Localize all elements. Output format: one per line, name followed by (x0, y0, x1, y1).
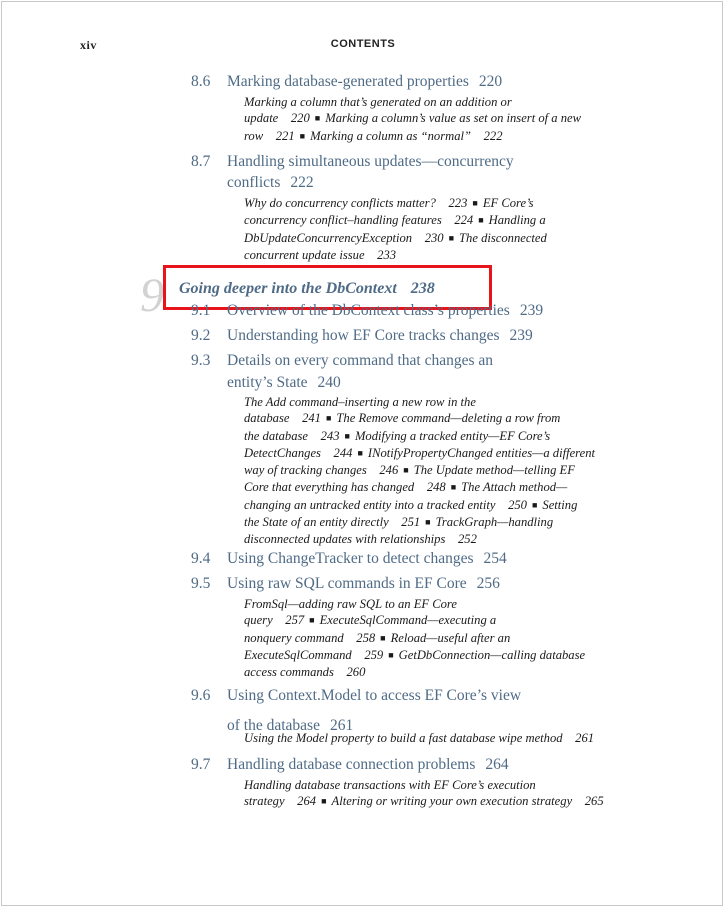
subsection-text[interactable]: database (244, 411, 290, 426)
subsection-line (244, 445, 604, 462)
subsection-page-number: 222 (471, 128, 503, 143)
subsection-text[interactable]: the State of an entity directly (244, 515, 389, 530)
subsection-text[interactable]: Setting (542, 497, 578, 512)
subsection-text[interactable]: The Remove command—deleting a row from (336, 411, 561, 426)
section-title[interactable] (227, 73, 502, 91)
subsection-text[interactable]: Why do concurrency conflicts matter? (244, 196, 436, 210)
bullet-separator: ■ (531, 499, 538, 510)
subsection-line (244, 230, 604, 247)
subsection-page-number: 248 (414, 480, 446, 495)
bullet-separator: ■ (344, 430, 350, 441)
section-title[interactable] (227, 756, 509, 774)
subsection-page-number: 251 (388, 515, 421, 530)
bullet-separator: ■ (314, 113, 321, 124)
subsection-page-number: 258 (343, 630, 376, 645)
subsection-page-number: 259 (351, 647, 384, 662)
chapter-title-text: Going deeper into the DbContext (179, 280, 397, 297)
section-number: 9.1 (191, 302, 211, 319)
subsection-text[interactable]: update (244, 111, 279, 126)
subsection-text[interactable]: row (244, 128, 264, 143)
subsection-line (244, 730, 604, 746)
section-page-number: 239 (519, 302, 544, 319)
section-number: 9.2 (191, 327, 211, 344)
subsection-page-number: 261 (562, 731, 595, 745)
section-page-number: 264 (485, 756, 509, 773)
subsection-line (244, 514, 604, 531)
bullet-separator: ■ (309, 615, 315, 626)
bullet-separator: ■ (448, 232, 455, 243)
section-title[interactable] (227, 575, 500, 593)
subsection-page-number: 257 (272, 613, 305, 628)
section-page-number: 220 (478, 73, 503, 90)
section-title-text: Handling database connection problems (227, 756, 476, 773)
subsection-text[interactable]: disconnected updates with relationships (244, 532, 446, 547)
subsection-line (244, 195, 604, 212)
subsection-page-number: 252 (445, 532, 477, 547)
section-number: 8.6 (191, 73, 211, 90)
subsection-text[interactable]: concurrent update issue (244, 247, 365, 262)
section-title[interactable] (227, 174, 314, 192)
subsection-text[interactable]: changing an untracked entity into a tracked entity (244, 497, 496, 512)
subsection-list (244, 94, 604, 145)
section-title-text: of the database (227, 717, 320, 734)
subsection-line (244, 531, 604, 547)
bullet-separator: ■ (325, 413, 332, 424)
subsection-page-number: 250 (495, 497, 527, 512)
subsection-text[interactable]: The disconnected (459, 230, 547, 245)
section-title-text: Using raw SQL commands in EF Core (227, 575, 467, 592)
bullet-separator: ■ (388, 649, 394, 660)
section-title-text: entity’s State (227, 374, 308, 391)
subsection-list (244, 195, 604, 263)
subsection-line (244, 630, 604, 647)
subsection-text[interactable]: INotifyPropertyChanged entities—a different (367, 445, 595, 460)
subsection-text[interactable]: way of tracking changes (244, 463, 367, 478)
subsection-page-number: 246 (366, 463, 399, 478)
subsection-line (244, 479, 604, 496)
bullet-separator: ■ (403, 465, 409, 476)
subsection-text[interactable]: The Attach method— (461, 480, 568, 495)
subsection-page-number: 265 (572, 794, 604, 809)
section-title-text: Understanding how EF Core tracks changes (227, 327, 500, 344)
section-title-text: conflicts (227, 174, 281, 191)
subsection-line (244, 128, 604, 145)
section-number: 9.5 (191, 575, 211, 592)
section-title[interactable] (227, 327, 533, 345)
section-title-text: Details on every command that changes an (227, 352, 493, 369)
subsection-text[interactable]: access commands (244, 665, 334, 680)
subsection-text[interactable]: Marking a column’s value as set on insert of a new (325, 111, 582, 126)
section-title-text: Marking database-generated properties (227, 73, 469, 90)
subsection-text[interactable]: strategy (244, 794, 285, 809)
subsection-line (244, 777, 604, 793)
subsection-list (244, 596, 604, 680)
subsection-line (244, 462, 604, 479)
subsection-text[interactable]: Core that everything has changed (244, 480, 415, 495)
section-page-number: 240 (317, 374, 341, 391)
section-number: 9.7 (191, 756, 211, 773)
bullet-separator: ■ (299, 130, 306, 141)
subsection-line (244, 612, 604, 629)
subsection-text[interactable]: the database (244, 428, 309, 443)
section-title-text: Using Context.Model to access EF Core’s view (227, 687, 522, 704)
section-title[interactable] (227, 352, 493, 370)
subsection-text[interactable]: The Update method—telling EF (413, 463, 575, 478)
subsection-text[interactable]: Handling database transactions with EF Core’s execution (244, 778, 536, 792)
section-title[interactable] (227, 302, 543, 320)
subsection-text[interactable]: ExecuteSqlCommand—executing a (319, 613, 497, 628)
subsection-line (244, 647, 604, 664)
subsection-text[interactable]: Marking a column as “normal” (310, 128, 471, 143)
section-title[interactable] (227, 374, 341, 392)
bullet-separator: ■ (478, 215, 484, 226)
subsection-text[interactable]: Handling a (488, 213, 546, 228)
section-title-text: Overview of the DbContext class’s properties (227, 302, 510, 319)
bullet-separator: ■ (357, 447, 363, 458)
section-number: 9.4 (191, 550, 211, 567)
subsection-page-number: 244 (320, 445, 353, 460)
subsection-text[interactable]: FromSql—adding raw SQL to an EF Core (244, 597, 457, 611)
subsection-page-number: 260 (333, 665, 366, 680)
subsection-text[interactable]: GetDbConnection—calling database (398, 647, 586, 662)
subsection-text[interactable]: Marking a column that’s generated on an addition or (244, 95, 512, 109)
section-page-number: 256 (476, 575, 500, 592)
chapter-page-number: 238 (410, 280, 435, 297)
bullet-separator: ■ (425, 517, 431, 528)
subsection-line (244, 410, 604, 427)
subsection-page-number: 220 (278, 111, 310, 126)
subsection-line (244, 94, 604, 110)
subsection-list (244, 777, 604, 811)
subsection-text[interactable]: Reload—useful after an (390, 630, 511, 645)
section-title-text: Handling simultaneous updates—concurrency (227, 153, 514, 170)
section-page-number: 254 (483, 550, 507, 567)
bullet-separator: ■ (450, 482, 457, 493)
subsection-page-number: 230 (412, 230, 444, 245)
chapter-number: 9 (140, 269, 164, 322)
subsection-page-number: 241 (289, 411, 321, 426)
subsection-page-number: 221 (263, 128, 295, 143)
page-folio: xiv (80, 38, 97, 52)
subsection-text[interactable]: concurrency conflict–handling features (244, 213, 442, 228)
subsection-line (244, 497, 604, 514)
bullet-separator: ■ (472, 198, 478, 208)
section-number: 9.6 (191, 687, 211, 704)
section-page-number: 261 (329, 717, 354, 734)
section-page-number: 239 (509, 327, 533, 344)
running-head: CONTENTS (330, 38, 396, 50)
section-title[interactable] (227, 687, 521, 705)
subsection-text[interactable]: Modifying a tracked entity—EF Core’s (354, 428, 551, 443)
section-title-text: Using ChangeTracker to detect changes (227, 550, 474, 567)
subsection-page-number: 264 (284, 794, 317, 809)
subsection-line (244, 394, 604, 410)
subsection-line (244, 110, 604, 127)
section-title[interactable] (227, 153, 514, 171)
subsection-text[interactable]: Altering or writing your own execution strategy (331, 794, 573, 809)
subsection-text[interactable]: query (244, 613, 273, 628)
subsection-line (244, 247, 604, 263)
subsection-page-number: 224 (441, 213, 474, 228)
subsection-text[interactable]: EF Core’s (482, 196, 534, 210)
bullet-separator: ■ (380, 632, 386, 643)
subsection-line (244, 664, 604, 680)
section-number: 8.7 (191, 153, 211, 170)
subsection-text[interactable]: The Add command–inserting a new row in the (244, 395, 476, 409)
bullet-separator: ■ (321, 796, 327, 807)
subsection-page-number: 243 (308, 428, 340, 443)
section-page-number: 222 (290, 174, 314, 191)
subsection-text[interactable]: DetectChanges (244, 445, 321, 460)
subsection-line (244, 793, 604, 810)
subsection-line (244, 596, 604, 612)
subsection-page-number: 233 (364, 247, 397, 262)
subsection-page-number: 223 (435, 196, 468, 210)
subsection-text[interactable]: DbUpdateConcurrencyException (244, 230, 413, 245)
subsection-line (244, 428, 604, 445)
subsection-text[interactable]: TrackGraph—handling (435, 515, 554, 530)
subsection-line (244, 212, 604, 229)
subsection-list (244, 730, 604, 746)
subsection-text[interactable]: Using the Model property to build a fast database wipe method (244, 731, 563, 745)
subsection-text[interactable]: nonquery command (244, 630, 344, 645)
section-number: 9.3 (191, 352, 211, 369)
subsection-list (244, 394, 604, 548)
section-title[interactable] (227, 550, 507, 568)
subsection-text[interactable]: ExecuteSqlCommand (244, 647, 352, 662)
